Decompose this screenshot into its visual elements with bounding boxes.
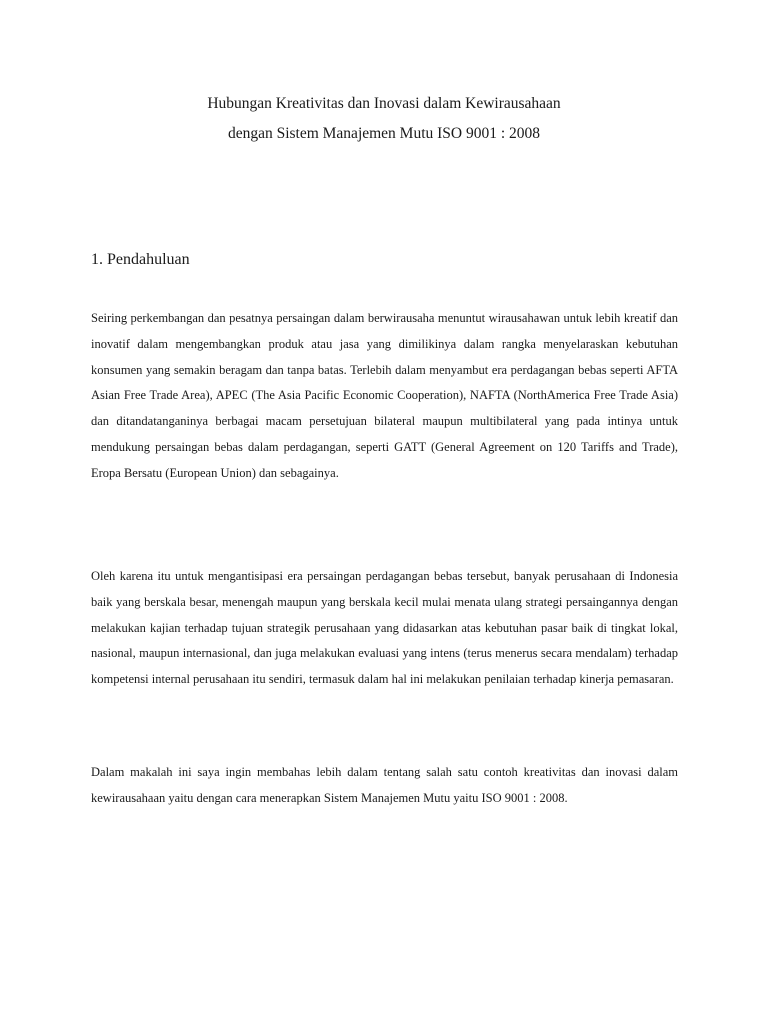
section-heading: 1. Pendahuluan <box>91 251 190 268</box>
document-title-line-1: Hubungan Kreativitas dan Inovasi dalam Kewirausahaan <box>207 95 561 112</box>
paragraph-strategy: Oleh karena itu untuk mengantisipasi era persaingan perdagangan bebas tersebut, banyak perusahaan di Indonesia baik yang berskala besar, menengah maupun yang berskala kecil mulai menata ulang strategi persaingannya dengan melakukan kajian terhadap tujuan strategik perusahaan yang didasarkan atas kebutuhan pasar baik di tingkat lokal, nasional, maupun internasional, dan juga melakukan evaluasi yang intens (terus menerus secara mendalam) terhadap kompetensi internal perusahaan itu sendiri, termasuk dalam hal ini melakukan penilaian terhadap kinerja pemasaran. <box>91 569 678 687</box>
document-title-line-2: dengan Sistem Manajemen Mutu ISO 9001 : 2008 <box>227 125 541 142</box>
paragraph-purpose: Dalam makalah ini saya ingin membahas lebih dalam tentang salah satu contoh kreativitas dan inovasi dalam kewirausahaan yaitu dengan cara menerapkan Sistem Manajemen Mutu yaitu ISO 9001 : 2008. <box>91 765 678 805</box>
paragraph-intro: Seiring perkembangan dan pesatnya persaingan dalam berwirausaha menuntut wirausahawan untuk lebih kreatif dan inovatif dalam mengembangkan produk atau jasa yang dimilikinya dalam rangka menyelaraskan kebutuhan konsumen yang semakin beragam dan tanpa batas. Terlebih dalam menyambut era perdagangan bebas seperti AFTA Asian Free Trade Area), APEC (The Asia Pacific Economic Cooperation), NAFTA (NorthAmerica Free Trade Asia) dan ditandatanganinya berbagai macam persetujuan bilateral maupun multibilateral yang pada intinya untuk mendukung persaingan bebas dalam perdagangan, seperti GATT (General Agreement on 120 Tariffs and Trade), Eropa Bersatu (European Union) dan sebagainya. <box>91 311 678 480</box>
